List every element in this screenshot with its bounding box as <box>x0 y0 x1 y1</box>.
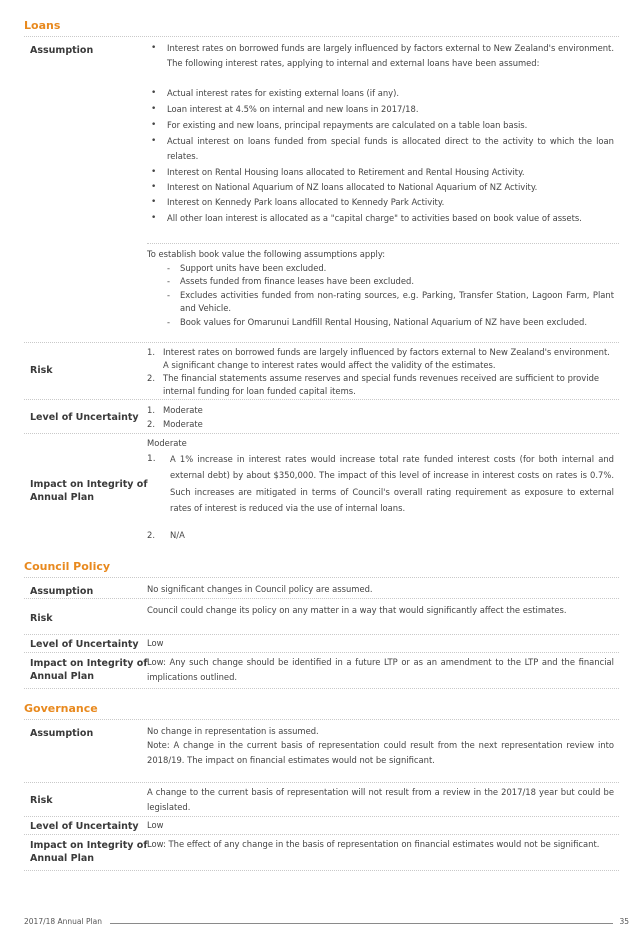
governance-impact-text: Low: The effect of any change in the basis of representation on financial estimates would not be significant. <box>147 839 600 849</box>
list-item: 1. A 1% increase in interest rates would increase total rate funded interest costs (for both internal and external debt) by about $350,000. The impact of this level of increase in interest costs on rates is 0.7%. Such increases are mitigated in terms of Council's overall rating requirement as exposure to external rates of interest is reduced via the use of internal loans. <box>147 454 614 514</box>
governance-assumption-text: No change in representation is assumed. <box>147 726 319 736</box>
divider <box>24 598 619 599</box>
footer-title: 2017/18 Annual Plan <box>24 917 102 926</box>
list-item: - Excludes activities funded from non-rating sources, e.g. Parking, Transfer Station, Lagoon Farm, Plant and Vehicle. <box>167 290 614 313</box>
council-impact-label <box>30 657 147 683</box>
loans-risk-label: Risk <box>30 365 53 376</box>
council-assumption-label: Assumption <box>30 586 94 597</box>
section-title-council-policy: Council Policy <box>24 560 111 573</box>
council-assumption-text: No significant changes in Council policy are assumed. <box>147 584 373 594</box>
loans-assumption-label: Assumption <box>30 45 94 56</box>
list-item: • Interest on Kennedy Park loans allocated to Kennedy Park Activity. <box>151 197 445 207</box>
book-value-intro: To establish book value the following assumptions apply: <box>147 249 386 259</box>
divider <box>24 399 619 400</box>
divider <box>24 688 619 689</box>
list-item: - Book values for Omarunui Landfill Rental Housing, National Aquarium of NZ have been excluded. <box>167 317 588 327</box>
governance-note-text: Note: A change in the current basis of representation could result from the next representation review into 2018/19. The impact on financial estimates would not be significant. <box>147 740 614 765</box>
list-item: • All other loan interest is allocated as a "capital charge" to activities based on book value of assets. <box>151 213 582 223</box>
council-risk-text: Council could change its policy on any matter in a way that would significantly affect the estimates. <box>147 605 567 615</box>
loans-impact-label <box>30 478 147 504</box>
list-item: • For existing and new loans, principal repayments are calculated on a table loan basis. <box>151 120 528 130</box>
divider <box>24 36 619 37</box>
impact-label-line: Impact on Integrity of <box>30 479 148 490</box>
list-item: - Support units have been excluded. <box>167 263 327 273</box>
list-item: • Interest rates on borrowed funds are largely influenced by factors external to New Zealand's environment. The following interest rates, applying to internal and external loans have been assumed: <box>151 43 614 68</box>
list-item: • Loan interest at 4.5% on internal and new loans in 2017/18. <box>151 104 419 114</box>
section-title-loans: Loans <box>24 19 61 32</box>
council-risk-label: Risk <box>30 613 53 624</box>
divider <box>24 634 619 635</box>
divider <box>24 834 619 835</box>
divider <box>24 719 619 720</box>
list-item: 2. The financial statements assume reserves and special funds revenues received are sufficient to provide internal funding for loan funded capital items. <box>147 373 600 396</box>
list-item: • Actual interest rates for existing external loans (if any). <box>151 88 400 98</box>
divider <box>24 816 619 817</box>
list-item: • Interest on National Aquarium of NZ loans allocated to National Aquarium of NZ Activity. <box>151 182 538 192</box>
governance-risk-label: Risk <box>30 795 53 806</box>
governance-uncertainty-label: Level of Uncertainty <box>30 821 139 832</box>
divider <box>24 433 619 434</box>
list-item: 2. N/A <box>147 530 185 540</box>
divider <box>24 782 619 783</box>
impact-label-line: Annual Plan <box>30 853 95 864</box>
page-number: 35 <box>619 917 629 926</box>
council-uncertainty-label: Level of Uncertainty <box>30 639 139 650</box>
list-item: 1. Interest rates on borrowed funds are largely influenced by factors external to New Zealand's environment. A significant change to interest rates would affect the validity of the estimates. <box>147 347 610 370</box>
list-item: 1. Moderate <box>147 405 203 415</box>
divider <box>24 652 619 653</box>
governance-assumption-label: Assumption <box>30 728 94 739</box>
impact-heading: Moderate <box>147 438 187 448</box>
impact-label-line: Impact on Integrity of <box>30 658 148 669</box>
council-impact-text: Low: Any such change should be identified in a future LTP or as an amendment to the LTP and the financial implications outlined. <box>147 657 614 682</box>
divider <box>24 870 619 871</box>
loans-uncertainty-label: Level of Uncertainty <box>30 412 139 423</box>
divider <box>24 577 619 578</box>
council-uncertainty-text: Low <box>147 638 164 648</box>
governance-risk-text: A change to the current basis of representation will not result from a review in the 2017/18 year but could be legislated. <box>147 787 614 812</box>
list-item: - Assets funded from finance leases have been excluded. <box>167 276 414 286</box>
list-item: 2. Moderate <box>147 419 203 429</box>
section-title-governance: Governance <box>24 702 98 715</box>
footer-rule <box>110 923 613 924</box>
impact-label-line: Annual Plan <box>30 671 95 682</box>
divider <box>24 342 619 343</box>
list-item: • Interest on Rental Housing loans allocated to Retirement and Rental Housing Activity. <box>151 167 525 177</box>
divider <box>147 243 619 244</box>
impact-label-line: Impact on Integrity of <box>30 840 148 851</box>
impact-label-line: Annual Plan <box>30 492 95 503</box>
governance-impact-label <box>30 839 147 865</box>
governance-uncertainty-text: Low <box>147 820 164 830</box>
list-item: • Actual interest on loans funded from special funds is allocated direct to the activity to which the loan relates. <box>151 136 614 161</box>
